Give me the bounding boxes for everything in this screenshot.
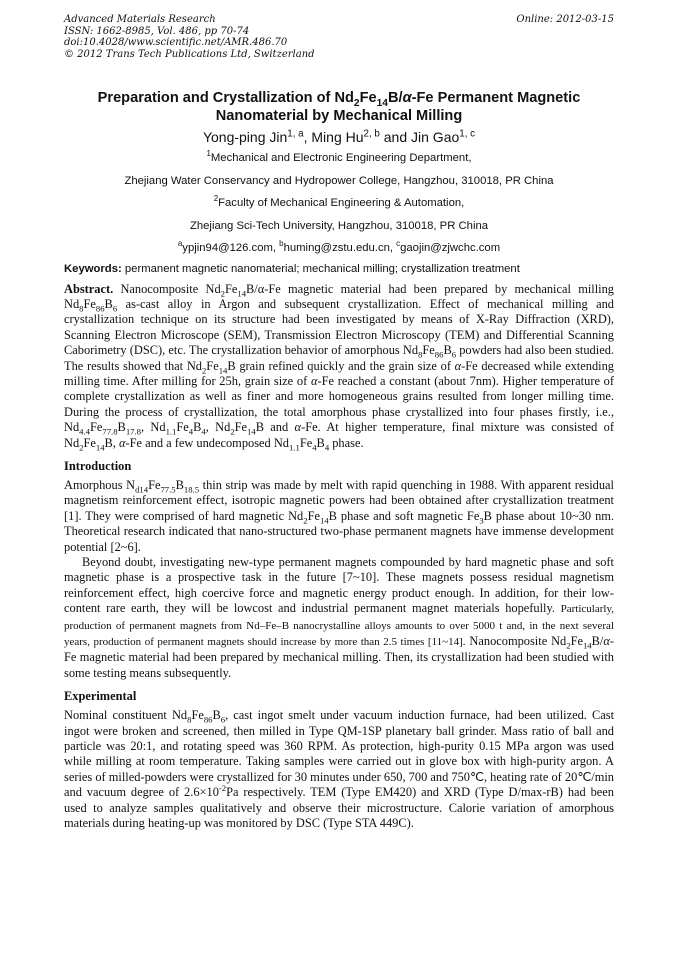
experimental-paragraph: Nominal constituent $Nd_8Fe_{86}B_6$, cast ingot smelt under vacuum induction furnace, had been utilized. Cast ingot were broken and screened, then milled in Type QM-1SP planetary ball grinder. Mass ratio of ball and particle was 20:1, and rotating speed was 360 RPM. As protection, high-purity 0.15 MPa argon was used while milling at room temperature. Taking samples were carried out in glove box with high-purity argon. A series of milled-powders were crystallized for 30 minutes under 650, 700 and 750℃, heating rate of 20℃/min and vacuum degree of $2.6\times 10^{-2}Pa$ respectively. TEM (Type EM420) and XRD (Type D/max-rB) had been used to analyze samples qualitatively and observe their microstructure. Calorie variation of amorphous materials during heating-up was monitored by DSC (Type STA 449C).	[64, 708, 615, 831]
paper-title	[64, 89, 614, 125]
keywords-label: Keywords:	[64, 262, 122, 275]
journal-issn: ISSN: 1662-8985, Vol. 486, pp 70-74	[64, 25, 250, 37]
affiliation-1-dept: $^1$Mechanical and Electronic Engineering Department,	[206, 149, 472, 164]
journal-doi: doi:10.4028/www.scientific.net/AMR.486.70	[64, 37, 288, 48]
title-line-1: Preparation and Crystallization of $Nd_2Fe_{14}B/\alpha-Fe$ Permanent Magnetic	[97, 90, 581, 109]
keywords-text: permanent magnetic nanomaterial; mechanical milling; crystallization treatment	[121, 262, 520, 275]
journal-copyright: © 2012 Trans Tech Publications Ltd, Switzerland	[64, 48, 315, 60]
section-heading-experimental: Experimental	[64, 689, 137, 704]
abstract: Abstract. Nanocomposite $Nd_2Fe_{14}B/\alpha-Fe$ magnetic material had been prepared by mechanical milling $Nd_8Fe_{86}B_6$ as-cast alloy in Argon and subsequent crystallization. Effect of mechanical milling and crystallization technique on its structure had been investigated by means of X-Ray Diffraction (XRD), Scanning Electron Microscope (SEM), Transmission Electron Microscopy (TEM) and Differential Scanning Caborimetry (DSC), etc. The crystallization behavior of amorphous $Nd_8Fe_{86}B_6$ powders had also been studied. The results showed that $Nd_2Fe_{14}B$ grain refined quickly and the grain size of α-Fe decreased while extending milling time. After milling for 25h, grain size of α-Fe reached a constant (about 7nm). Higher temperature of complete crystallization as well as finer and more homogeneous grains resulted from longer milling time. During the process of crystallization, the total amorphous phase crystallized into four phases firstly, i.e., $Nd_{4.4}Fe_{77.8}B_{17.8}$, $Nd_{1.1}Fe_4B_4$, $Nd_2Fe_{14}B$ and α-Fe. At higher temperature, final mixture was consisted of $Nd_2Fe_{14}B$, α-Fe and a few undecomposed $Nd_{1.1}Fe_4B_4$ phase.	[64, 281, 615, 453]
author-name: Jin Gao	[411, 129, 460, 145]
title-line-2: Nanomaterial by Mechanical Milling	[215, 108, 463, 124]
author-name: Yong-ping Jin	[202, 129, 288, 145]
journal-header	[64, 14, 614, 60]
author-emails: $^a$ypjin94@126.com, $^b$huming@zstu.edu.cn, $^c$gaojin@zjwchc.com	[177, 239, 501, 254]
abstract-label: Abstract.	[64, 281, 114, 296]
author-list: Yong-ping Jin$^{1, a}$, Ming Hu$^{2, b}$ and Jin Gao$^{1, c}$	[202, 128, 476, 145]
affiliations	[64, 147, 614, 260]
affiliation-2-dept: $^2$Faculty of Mechanical Engineering & Automation,	[213, 194, 465, 209]
affiliation-2-inst: Zhejiang Sci-Tech University, Hangzhou, 310018, PR China	[189, 219, 489, 232]
affiliation-1-inst: Zhejiang Water Conservancy and Hydropower College, Hangzhou, 310018, PR China	[124, 174, 554, 187]
intro-paragraph-2: Beyond doubt, investigating new-type permanent magnets compounded by hard magnetic phase and soft magnetic phase is a prospective task in the future [7~10]. These magnets possess residual magnetism reinforcement effect, high coercive force and magnetic energy product enough. In addition, for their low-content rare earth, they will be lowcost and industrial permanent magnet materials hopefully. Particularly, production of permanent magnets from Nd–Fe–B nanocrystalline alloys amounts to over 5000 t and, in the next several years, production of permanent magnets should increase by more than 2.5 times [11~14]. Nanocomposite $Nd_2Fe_{14}B/\alpha-Fe$ magnetic material had been prepared by mechanical milling. Then, its crystallization had been studied with some testing means subsequently.	[64, 555, 614, 680]
paper-page	[64, 14, 614, 832]
journal-meta	[64, 14, 315, 60]
intro-paragraph-1: Amorphous $N_{d14}Fe_{77.5}B_{18.5}$ thin strip was made by melt with rapid quenching in 1988. With apparent residual magnetism reinforcement effect, isotropic magnetic powers had been obtained after crystallization treatment [1]. They were comprised of hard magnetic $Nd_2Fe_{14}B$ phase and soft magnetic $Fe_3B$ phase about 10~30 nm. Theoretical research indicated that nano-structured two-phase permanent magnets have immense development potential [2~6].	[64, 477, 615, 554]
author-name: Ming Hu	[311, 129, 364, 145]
online-date: Online: 2012-03-15	[516, 14, 614, 25]
keywords	[64, 262, 614, 277]
journal-name: Advanced Materials Research	[64, 14, 216, 25]
section-heading-introduction: Introduction	[64, 458, 132, 473]
